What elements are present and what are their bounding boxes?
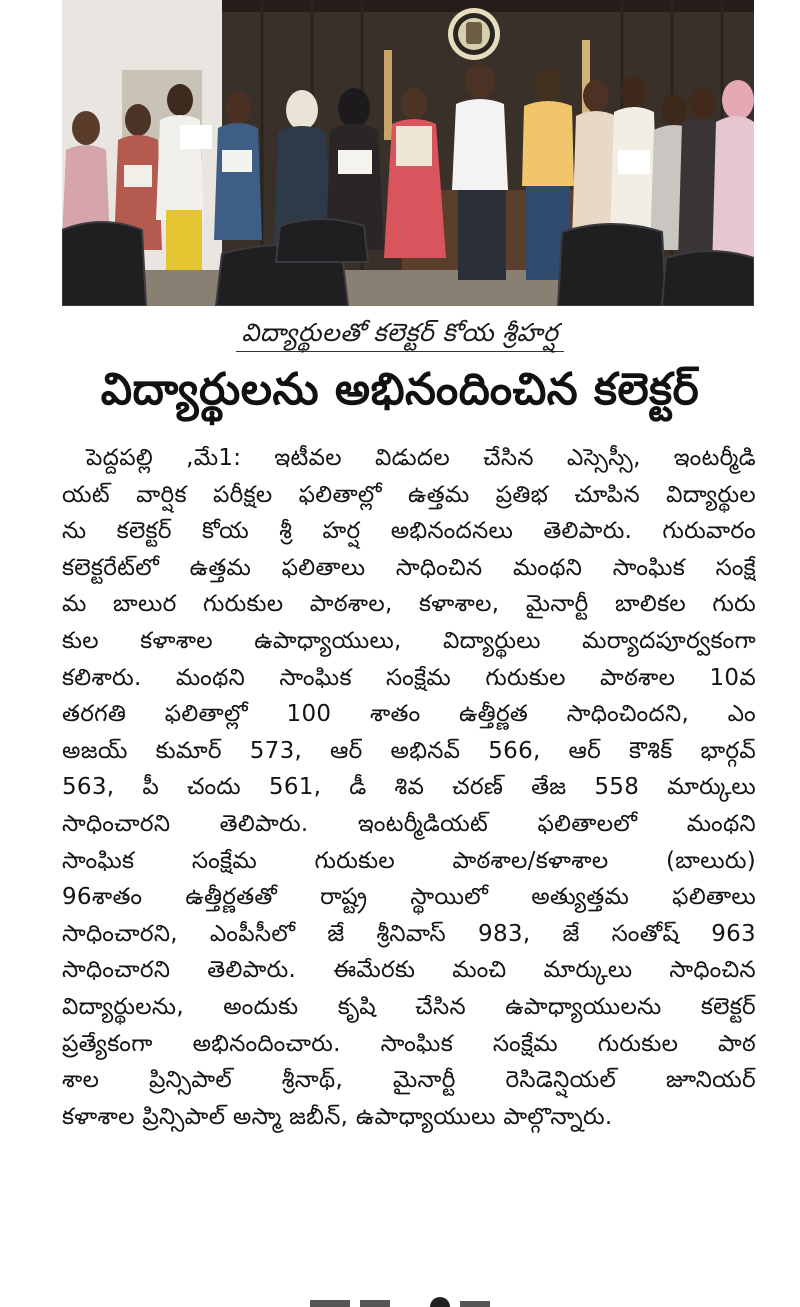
article-line: కలెక్టరేట్‌లో ఉత్తమ ఫలితాలు సాధించిన మంథని సాంఘిక సంక్షే: [62, 554, 756, 581]
photo-caption-text: విద్యార్థులతో కలెక్టర్ కోయ శ్రీహర్ష: [236, 318, 565, 352]
article-headline: విద్యార్థులను అభినందించిన కలెక్టర్: [100, 364, 700, 415]
article-line: సాధించారని తెలిపారు. ఈమేరకు మంచి మార్కులు సాధించిన: [62, 957, 756, 984]
article-line: తరగతి ఫలితాల్లో 100 శాతం ఉత్తీర్ణత సాధించిందని, ఎం: [62, 701, 756, 728]
photo-caption: [0, 318, 800, 354]
article-line: సాధించారని, ఎంపీసీలో జే శ్రీనివాస్ 983, జే సంతోష్ 963: [62, 920, 756, 947]
article-line: శాల ప్రిన్సిపాల్ శ్రీనాథ్, మైనార్టీ రెసిడెన్షియల్ జూనియర్: [62, 1067, 756, 1094]
article-photo: [62, 0, 754, 306]
article-line: కళాశాల ప్రిన్సిపాల్ అస్మా జబీన్, ఉపాధ్యాయులు పాల్గొన్నారు.: [62, 1103, 613, 1130]
article-line: 96శాతం ఉత్తీర్ణతతో రాష్ట్ర స్థాయిలో అత్యుత్తమ ఫలితాలు: [62, 884, 756, 911]
government-emblem-icon: [448, 8, 500, 60]
article-line: ప్రత్యేకంగా అభినందించారు. సాంఘిక సంక్షేమ గురుకుల పాఠ: [62, 1030, 756, 1057]
article-line: సాధించారని తెలిపారు. ఇంటర్మీడియట్ ఫలితాలలో మంథని: [62, 810, 756, 837]
article-line: విద్యార్థులను, అందుకు కృషి చేసిన ఉపాధ్యాయులను కలెక్టర్: [62, 993, 756, 1020]
article-line: మ బాలుర గురుకుల పాఠశాల, కళాశాల, మైనార్టీ బాలికల గురు: [62, 591, 756, 618]
article-line: 563, పీ చందు 561, డీ శివ చరణ్ తేజ 558 మార్కులు: [62, 774, 756, 801]
article-body: [62, 440, 756, 1135]
article-line: అజయ్ కుమార్ 573, ఆర్ అభినవ్ 566, ఆర్ కౌశిక్ భార్గవ్: [62, 737, 756, 764]
article-line: యట్ వార్షిక పరీక్షల ఫలితాల్లో ఉత్తమ ప్రతిభ చూపిన విద్యార్థుల: [62, 481, 756, 508]
article-line: ను కలెక్టర్ కోయ శ్రీ హర్ష అభినందనలు తెలిపారు. గురువారం: [62, 518, 756, 545]
article-line: కలిశారు. మంథని సాంఘిక సంక్షేమ గురుకుల పాఠశాల 10వ: [62, 664, 756, 691]
next-article-cutoff: [300, 1290, 500, 1307]
article-line: పెద్దపల్లి ,మే1: ఇటీవల విడుదల చేసిన ఎస్సెస్సీ, ఇంటర్మీడి: [86, 445, 756, 471]
article-line: సాంఘిక సంక్షేమ గురుకుల పాఠశాల/కళాశాల (బాలురు): [62, 847, 756, 874]
article-line: కుల కళాశాల ఉపాధ్యాయులు, విద్యార్థులు మర్యాదపూర్వకంగా: [62, 627, 756, 654]
group-photo-image: [62, 0, 754, 306]
